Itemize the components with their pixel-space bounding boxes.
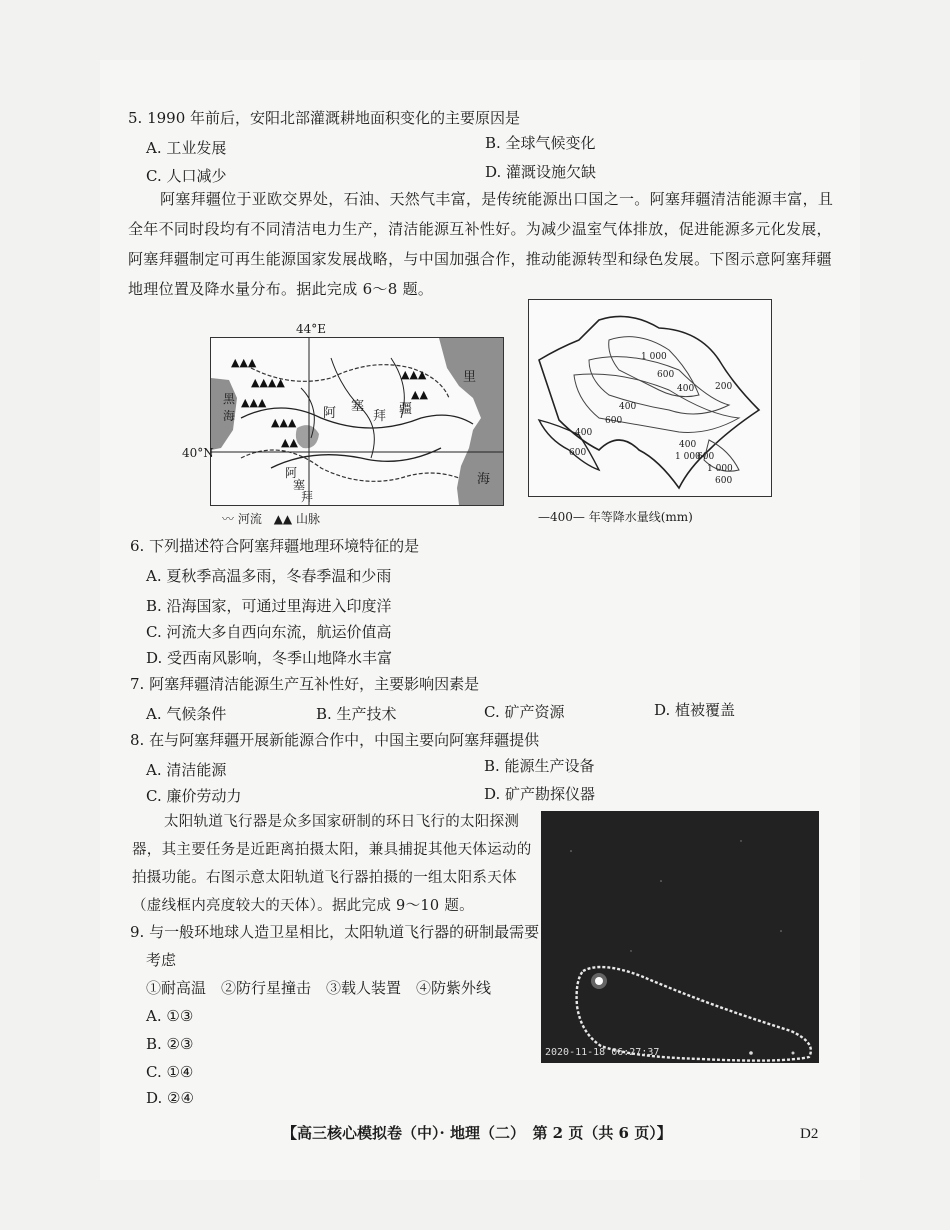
isoline-label: 400 bbox=[619, 402, 637, 412]
mountain-legend-icon: ▲▲ bbox=[273, 512, 293, 526]
q7-option-c: C. 矿产资源 bbox=[484, 703, 565, 721]
black-sea-label: 黑海 bbox=[223, 392, 236, 423]
isoline-label: 600 bbox=[569, 448, 587, 458]
isoline-label: 600 bbox=[715, 476, 733, 486]
azerbaijan-label-4: 疆 bbox=[399, 402, 413, 417]
caspian-label-2: 海 bbox=[477, 472, 491, 487]
legend-river: 〰 河流 ▲▲ 山脉 bbox=[222, 512, 320, 526]
precipitation-map-svg bbox=[529, 300, 771, 496]
q6-option-a: A. 夏秋季高温多雨，冬春季温和少雨 bbox=[146, 567, 392, 585]
precipitation-legend: —400— 年等降水量线(mm) bbox=[538, 510, 693, 524]
isoline-label: 400 bbox=[679, 440, 697, 450]
location-map-svg bbox=[211, 338, 503, 505]
country-outline bbox=[539, 316, 759, 488]
isoline-label: 1 000 bbox=[641, 352, 667, 362]
q5-option-d: D. 灌溉设施欠缺 bbox=[485, 163, 597, 181]
q7-option-a: A. 气候条件 bbox=[146, 705, 227, 723]
q7-stem: 7. 阿塞拜疆清洁能源生产互补性好，主要影响因素是 bbox=[130, 675, 480, 693]
q7-option-b: B. 生产技术 bbox=[316, 705, 397, 723]
paper-code: D2 bbox=[800, 1126, 819, 1142]
q9-option-d: D. ②④ bbox=[146, 1089, 194, 1107]
q9-stem-cont: 考虑 bbox=[146, 951, 177, 969]
q9-option-a: A. ①③ bbox=[146, 1007, 194, 1025]
azerbaijan-label-3: 拜 bbox=[373, 409, 387, 424]
isoline-label: 600 bbox=[657, 370, 675, 380]
q6-option-d: D. 受西南风影响，冬季山地降水丰富 bbox=[146, 649, 393, 667]
q8-option-c: C. 廉价劳动力 bbox=[146, 787, 242, 805]
passage-azerbaijan: 阿塞拜疆位于亚欧交界处，石油、天然气丰富，是传统能源出口国之一。阿塞拜疆清洁能源丰富，且全年不同时段均有不同清洁电力生产，清洁能源互补性好。为减少温室气体排放，促进能源多元化发展，阿塞拜疆制定可再生能源国家发展战略，与中国加强合作，推动能源转型和绿色发展。下图示意阿塞拜疆地理位置及降水量分布。据此完成 6～8 题。 bbox=[128, 190, 834, 298]
q6-stem: 6. 下列描述符合阿塞拜疆地理环境特征的是 bbox=[130, 537, 420, 555]
azerbaijan-label-2: 塞 bbox=[351, 399, 365, 414]
photo-timestamp: 2020-11-18 06:27:37 bbox=[545, 1047, 660, 1058]
photo-background bbox=[541, 811, 819, 1063]
faint-body bbox=[792, 1052, 795, 1055]
faint-body bbox=[749, 1051, 753, 1055]
q8-option-d: D. 矿产勘探仪器 bbox=[484, 785, 596, 803]
location-map bbox=[210, 337, 504, 506]
isoline-label: 400 bbox=[677, 384, 695, 394]
q9-stem: 9. 与一般环地球人造卫星相比，太阳轨道飞行器的研制最需要 bbox=[130, 923, 540, 941]
mountain-icon: ▲▲▲ bbox=[241, 396, 267, 409]
isoline-legend-icon: — bbox=[572, 510, 589, 524]
mountain-icon: ▲▲ bbox=[281, 436, 298, 449]
q6-option-c: C. 河流大多自西向东流，航运价值高 bbox=[146, 623, 392, 641]
q9-statements: ①耐高温 ②防行星撞击 ③载人装置 ④防紫外线 bbox=[146, 979, 492, 997]
longitude-label: 44°E bbox=[296, 322, 327, 336]
q8-stem: 8. 在与阿塞拜疆开展新能源合作中，中国主要向阿塞拜疆提供 bbox=[130, 731, 540, 749]
nakhchivan-label-3: 拜 bbox=[301, 490, 314, 504]
isoline-label: 400 bbox=[575, 428, 593, 438]
isoline-label: 1 000 bbox=[707, 464, 733, 474]
passage-solar-orbiter: 太阳轨道飞行器是众多国家研制的环日飞行的太阳探测器，其主要任务是近距离拍摄太阳，兼具捕捉其他天体运动的拍摄功能。右图示意太阳轨道飞行器拍摄的一组太阳系天体（虚线框内亮度较大的天体）。据此完成 9～10 题。 bbox=[132, 814, 532, 914]
isoline-label: 200 bbox=[715, 382, 733, 392]
nakhchivan-label-1: 阿 bbox=[285, 466, 298, 480]
q9-option-c: C. ①④ bbox=[146, 1063, 194, 1081]
nakhchivan-label-2: 塞 bbox=[293, 478, 306, 492]
precipitation-map bbox=[528, 299, 772, 497]
q5-option-b: B. 全球气候变化 bbox=[485, 134, 596, 152]
lake-shape bbox=[296, 425, 319, 448]
q7-option-d: D. 植被覆盖 bbox=[654, 701, 736, 719]
caspian-sea-shape bbox=[439, 338, 503, 505]
q6-option-b: B. 沿海国家，可通过里海进入印度洋 bbox=[146, 597, 392, 615]
q5-option-c: C. 人口减少 bbox=[146, 167, 227, 185]
q8-option-b: B. 能源生产设备 bbox=[484, 757, 595, 775]
latitude-label: 40°N bbox=[182, 446, 214, 460]
q5-stem: 5. 1990 年前后，安阳北部灌溉耕地面积变化的主要原因是 bbox=[128, 109, 521, 127]
mountain-icon: ▲▲▲ bbox=[271, 416, 297, 429]
isoline-legend-icon: — bbox=[538, 510, 550, 524]
river-legend-icon: 〰 bbox=[222, 512, 235, 526]
azerbaijan-label-1: 阿 bbox=[323, 406, 337, 421]
photo-svg bbox=[541, 811, 819, 1063]
isoline-label: 600 bbox=[697, 452, 715, 462]
page-footer: 【高三核心模拟卷（中）· 地理（二） 第 2 页（共 6 页）】 bbox=[282, 1124, 672, 1142]
mountain-icon: ▲▲▲▲ bbox=[251, 376, 285, 389]
mountain-icon: ▲▲ bbox=[411, 388, 428, 401]
isoline-600 bbox=[589, 357, 729, 414]
mountain-icon: ▲▲▲ bbox=[401, 368, 427, 381]
solar-orbiter-photo bbox=[541, 811, 819, 1063]
isoline-label: 600 bbox=[605, 416, 623, 426]
mountain-icon: ▲▲▲ bbox=[231, 356, 257, 369]
q8-option-a: A. 清洁能源 bbox=[146, 761, 227, 779]
caspian-label-1: 里 bbox=[463, 370, 477, 385]
isoline-label: 1 000 bbox=[675, 452, 701, 462]
bright-body-glow bbox=[591, 973, 607, 989]
q5-option-a: A. 工业发展 bbox=[146, 139, 227, 157]
q9-option-b: B. ②③ bbox=[146, 1035, 194, 1053]
